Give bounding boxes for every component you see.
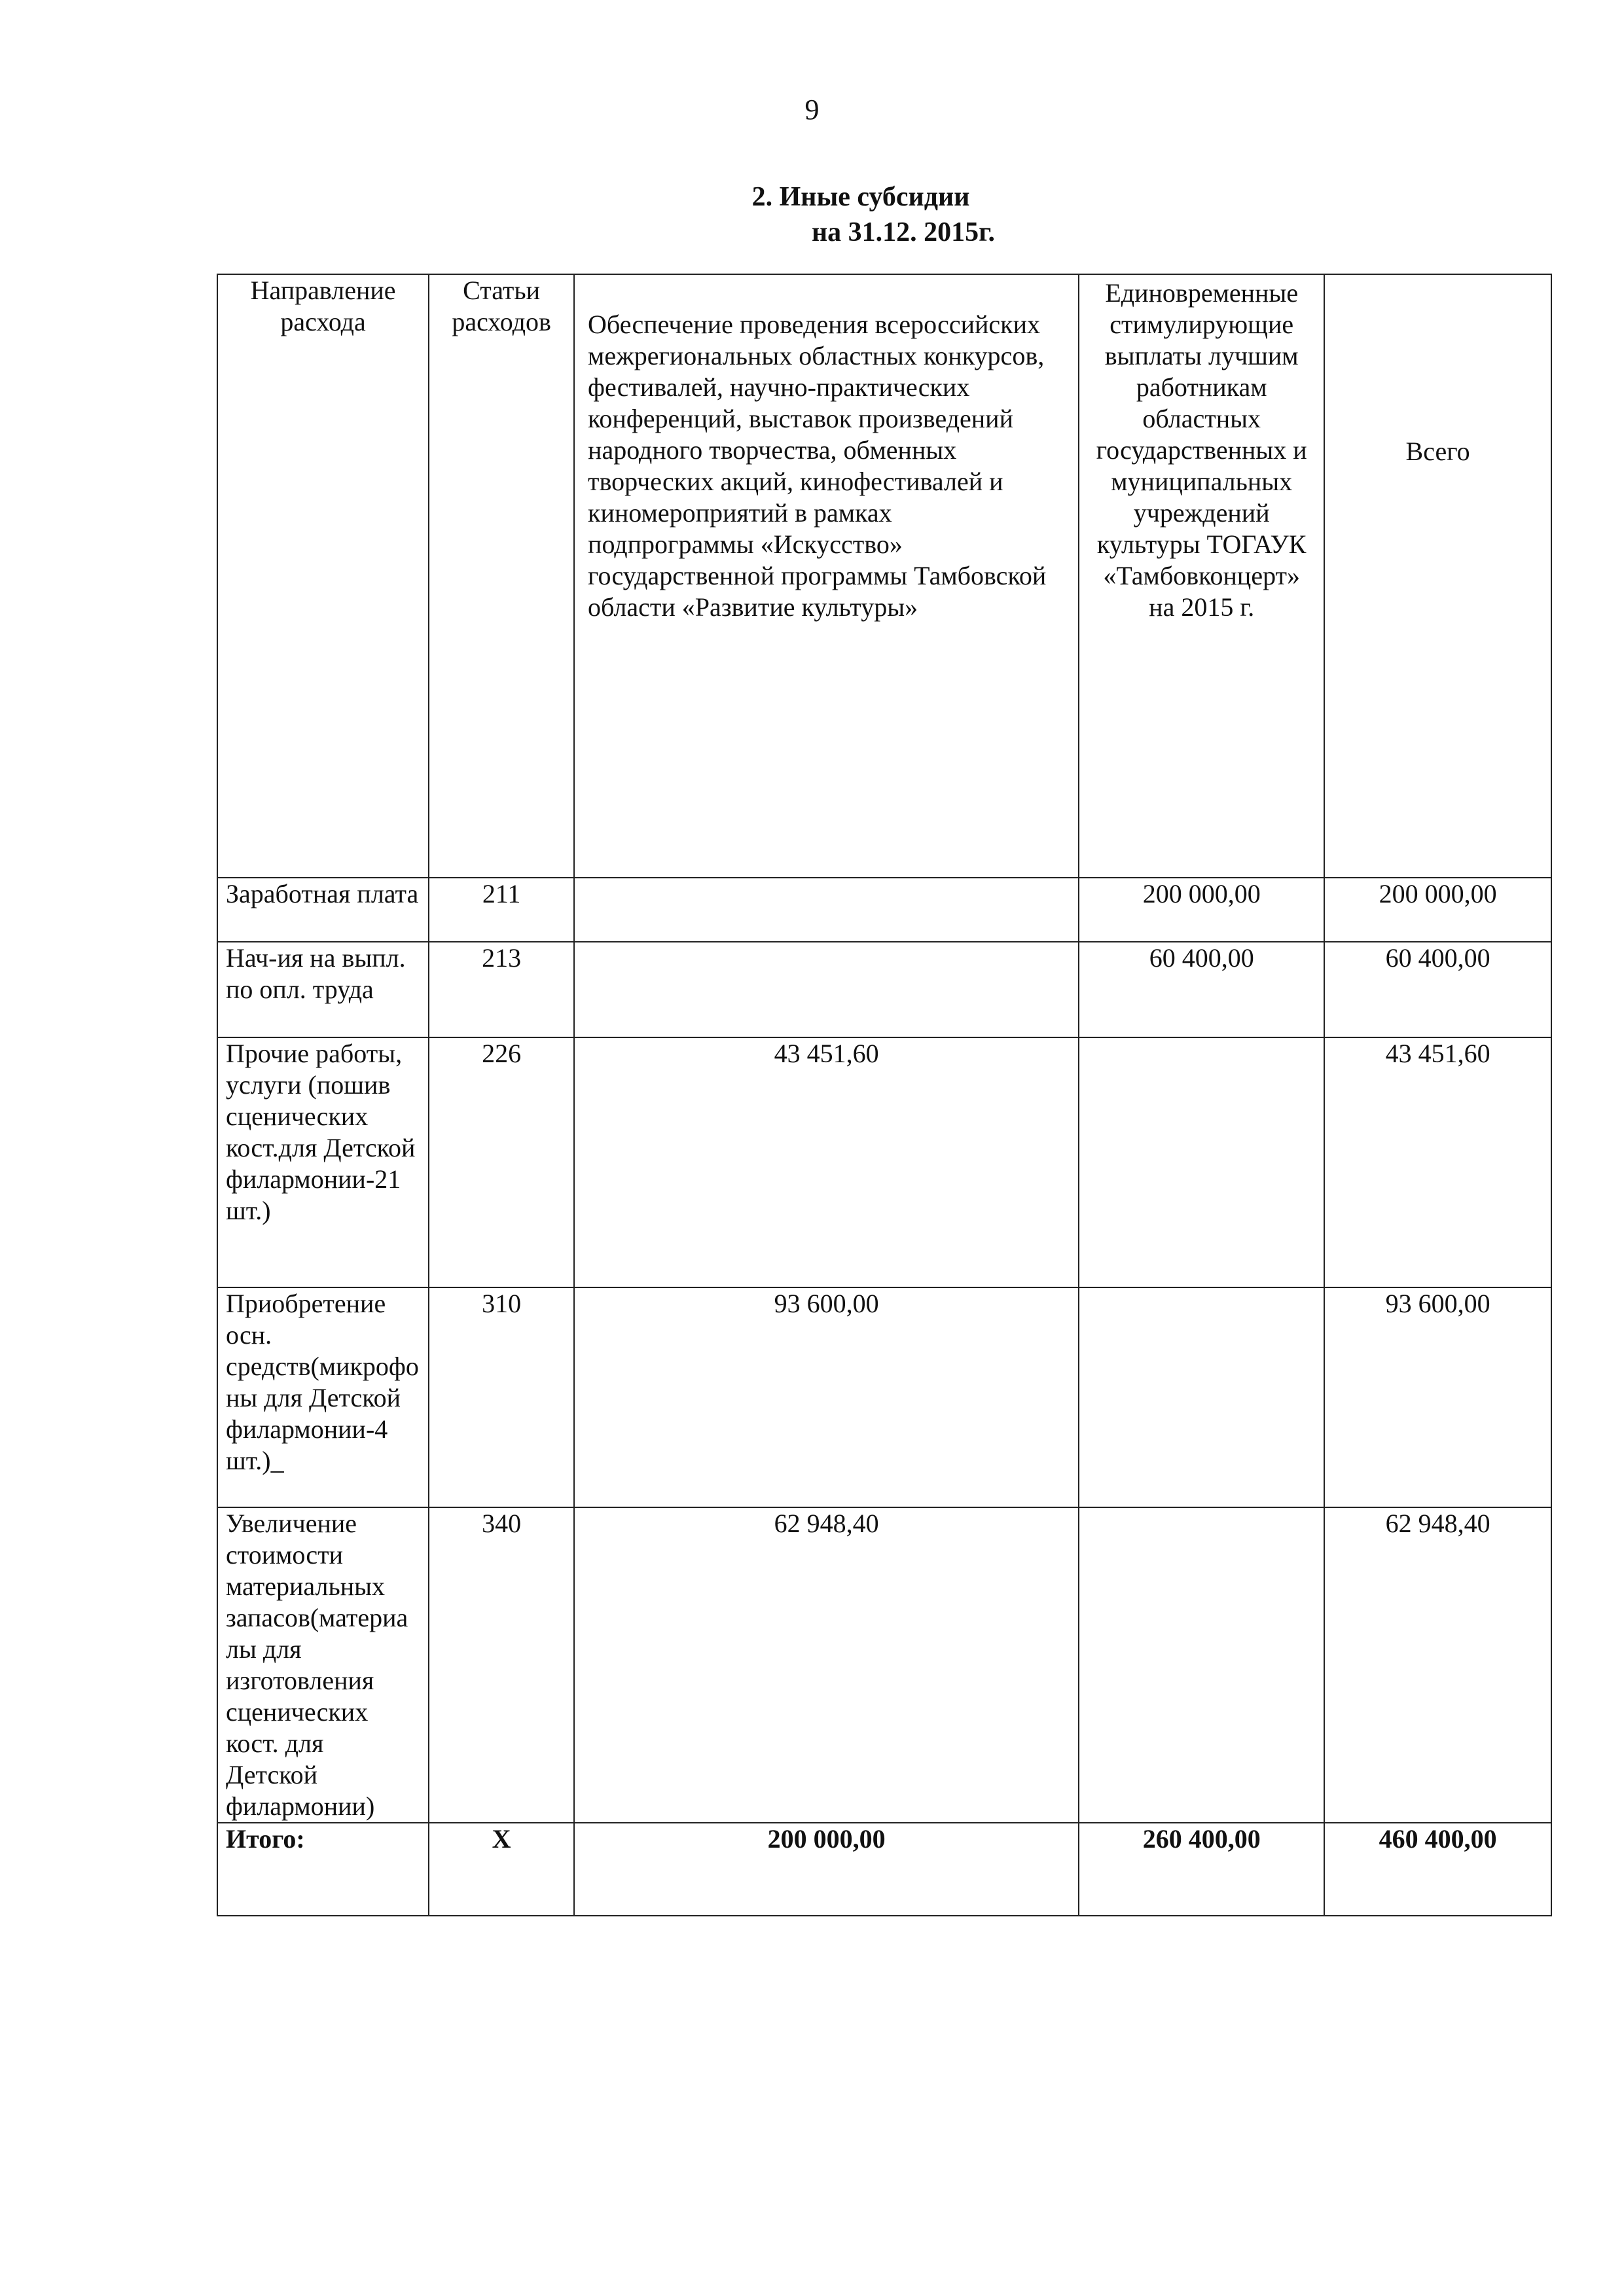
totals-total: 460 400,00	[1324, 1823, 1551, 1916]
header-articles: Статьи расходов	[429, 274, 574, 878]
document-date: на 31.12. 2015г.	[811, 217, 996, 247]
cell-article: 310	[429, 1287, 574, 1507]
header-subsidy-events: Обеспечение проведения всероссийских межрегиональных областных конкурсов, фестивалей, научно-практических конференций, выставок произведений народного творчества, обменных творческих акций, кинофестивалей и киномероприятий в рамках подпрограммы «Искусство» государственной программы Тамбовской области «Развитие культуры»	[574, 274, 1079, 878]
cell-total: 43 451,60	[1324, 1037, 1551, 1287]
table-row	[217, 878, 1551, 942]
cell-subsidy2: 200 000,00	[1079, 878, 1324, 942]
table-row	[217, 1507, 1551, 1823]
totals-subsidy2: 260 400,00	[1079, 1823, 1324, 1916]
cell-subsidy2	[1079, 1287, 1324, 1507]
cell-subsidy2	[1079, 1507, 1324, 1823]
cell-subsidy1	[574, 942, 1079, 1037]
subsidies-table	[217, 274, 1552, 1916]
cell-article: 340	[429, 1507, 574, 1823]
cell-total: 60 400,00	[1324, 942, 1551, 1037]
cell-direction: Нач-ия на выпл. по опл. труда	[217, 942, 429, 1037]
cell-total: 200 000,00	[1324, 878, 1551, 942]
header-subsidy-payments: Единовременные стимулирующие выплаты лучшим работникам областных государственных и муниципальных учреждений культуры ТОГАУК «Тамбовконцерт» на 2015 г.	[1079, 274, 1324, 878]
cell-article: 226	[429, 1037, 574, 1287]
header-total: Всего	[1324, 274, 1551, 878]
cell-total: 93 600,00	[1324, 1287, 1551, 1507]
cell-subsidy2	[1079, 1037, 1324, 1287]
table-row	[217, 1037, 1551, 1287]
cell-direction: Увеличение стоимости материальных запасов(материалы для изготовления сценических кост. для Детской филармонии)	[217, 1507, 429, 1823]
cell-subsidy1: 93 600,00	[574, 1287, 1079, 1507]
table-row	[217, 1287, 1551, 1507]
table-header-row	[217, 274, 1551, 878]
table-row	[217, 942, 1551, 1037]
cell-subsidy2: 60 400,00	[1079, 942, 1324, 1037]
cell-direction: Заработная плата	[217, 878, 429, 942]
totals-row	[217, 1823, 1551, 1916]
cell-subsidy1: 62 948,40	[574, 1507, 1079, 1823]
cell-article: 211	[429, 878, 574, 942]
cell-subsidy1	[574, 878, 1079, 942]
page-number: 9	[804, 94, 820, 126]
totals-label: Итого:	[217, 1823, 429, 1916]
cell-direction: Прочие работы, услуги (пошив сценических кост.для Детской филармонии-21 шт.)	[217, 1037, 429, 1287]
cell-article: 213	[429, 942, 574, 1037]
cell-total: 62 948,40	[1324, 1507, 1551, 1823]
cell-direction: Приобретение осн. средств(микрофоны для Детской филармонии-4 шт.)_	[217, 1287, 429, 1507]
totals-subsidy1: 200 000,00	[574, 1823, 1079, 1916]
totals-article: Х	[429, 1823, 574, 1916]
document-title: 2. Иные субсидии	[751, 182, 970, 212]
header-direction: Направление расхода	[217, 274, 429, 878]
cell-subsidy1: 43 451,60	[574, 1037, 1079, 1287]
